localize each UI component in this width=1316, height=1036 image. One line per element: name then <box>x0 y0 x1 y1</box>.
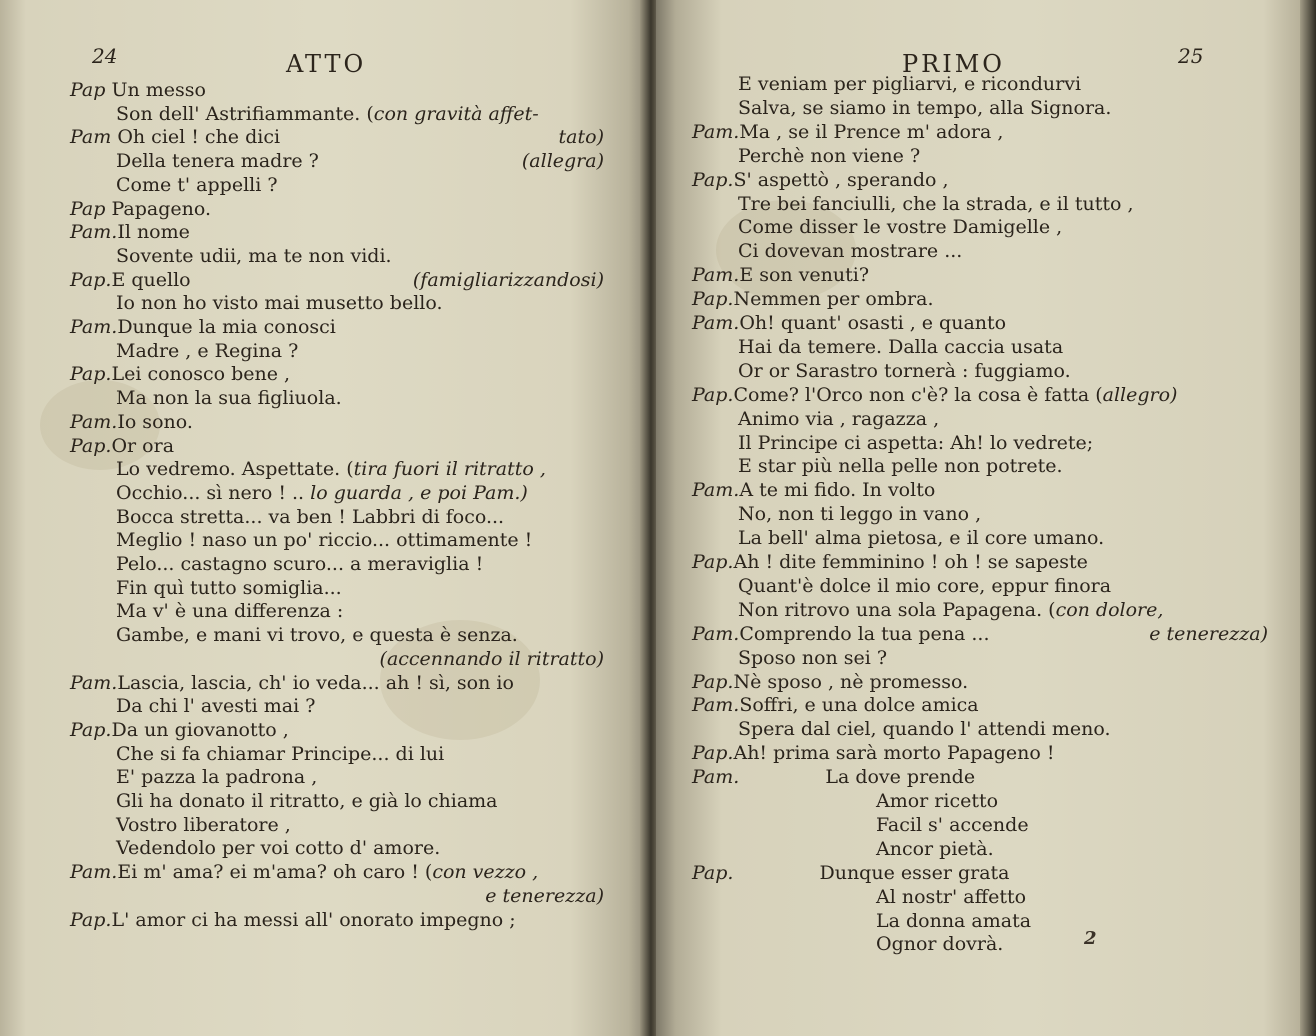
speaker-label: Pap. <box>692 551 734 573</box>
line-text: Ancor pietà. <box>876 837 994 860</box>
line-text: Comprendo la tua pena ... <box>739 622 990 645</box>
line-text: Animo via , ragazza , <box>738 407 940 430</box>
line-text: Lei conosco bene , <box>111 363 291 386</box>
text-line <box>692 478 935 502</box>
text-line <box>738 96 1111 120</box>
line-text: Gli ha donato il ritratto, e già lo chiama <box>116 790 498 812</box>
text-line <box>876 789 998 813</box>
text-line <box>116 528 532 552</box>
text-line <box>116 291 443 315</box>
text-line <box>738 717 1111 741</box>
text-line <box>738 144 920 168</box>
text-line <box>876 813 1029 837</box>
text-line <box>692 168 949 192</box>
line-text: Da chi l' avesti mai ? <box>116 695 316 718</box>
speaker-label: Pap. <box>692 383 734 406</box>
text-line <box>692 622 990 646</box>
text-line <box>116 505 504 529</box>
line-text: Facil s' accende <box>876 813 1029 836</box>
line-text: Sposo non sei ? <box>738 646 888 669</box>
speaker-label: Pap. <box>70 908 112 931</box>
line-text: Sovente udii, ma te non vidi. <box>116 244 392 267</box>
text-line <box>116 481 528 505</box>
text-line <box>692 693 979 717</box>
line-text: Dunque la mia conosci <box>117 316 336 338</box>
text-line <box>738 239 962 263</box>
line-text: Il Principe ci aspetta: Ah! lo vedrete; <box>738 431 1094 454</box>
text-line <box>116 552 483 576</box>
line-text: No, non ti leggo in vano , <box>738 503 982 526</box>
line-text: Spera dal ciel, quando l' attendi meno. <box>738 718 1111 741</box>
text-line <box>116 386 342 410</box>
line-text: E' pazza la padrona , <box>116 766 318 789</box>
line-text: Salva, se siamo in tempo, alla Signora. <box>738 96 1112 119</box>
text-line <box>116 149 319 173</box>
speaker-label: Pap <box>70 79 106 101</box>
line-text: Ah ! dite femminino ! oh ! se sapeste <box>733 551 1088 573</box>
text-line <box>738 407 939 431</box>
line-text: Oh! quant' osasti , e quanto <box>739 312 1007 334</box>
stage-direction: lo guarda , e poi Pam.) <box>310 481 528 504</box>
speaker-label: Pam. <box>70 671 118 694</box>
text-line <box>70 671 514 695</box>
line-text: L' amor ci ha messi all' onorato impegno ; <box>111 908 516 931</box>
line-text: Or ora <box>111 434 175 457</box>
text-line <box>738 574 1111 598</box>
line-text: Al nostr' affetto <box>876 885 1027 908</box>
text-line <box>738 646 887 670</box>
line-text: Oh ciel ! che dici <box>111 126 281 149</box>
line-text: Come? l'Orco non c'è? la cosa è fatta ( <box>733 383 1103 406</box>
speaker-label: Pap. <box>692 168 734 191</box>
text-line <box>876 932 1003 956</box>
speaker-label: Pap. <box>692 742 734 765</box>
line-text: Nè sposo , nè promesso. <box>733 670 969 693</box>
line-text: Hai da temere. Dalla caccia usata <box>738 335 1064 358</box>
line-text: Lo vedremo. Aspettate. ( <box>116 458 354 481</box>
text-line <box>738 526 1104 550</box>
stage-direction: con gravità affet- <box>373 102 539 125</box>
line-text: Nemmen per ombra. <box>733 288 934 311</box>
speaker-label: Pap. <box>70 363 112 386</box>
text-line <box>70 908 516 932</box>
text-line <box>738 598 1163 622</box>
line-text: Da un giovanotto , <box>111 718 289 741</box>
text-line <box>70 362 290 386</box>
text-line <box>692 120 1003 144</box>
speaker-label: Pam. <box>692 120 740 143</box>
text-line <box>116 576 342 600</box>
line-text: Io sono. <box>117 410 193 433</box>
line-text: Fin quì tutto somiglia... <box>116 576 342 599</box>
line-text: Occhio... sì nero ! .. <box>116 481 311 504</box>
line-text: Un messo <box>105 79 206 101</box>
line-text: Pelo... castagno scuro... a meraviglia ! <box>116 553 484 575</box>
stage-direction: (accennando il ritratto) <box>379 647 604 670</box>
text-line <box>116 765 317 789</box>
stage-direction: (famigliarizzandosi) <box>412 268 604 291</box>
speaker-label: Pam. <box>692 622 740 645</box>
text-line <box>70 125 280 149</box>
text-line <box>70 268 191 292</box>
page-number: 25 <box>1178 44 1204 68</box>
line-text: Non ritrovo una sola Papagena. ( <box>738 598 1056 621</box>
text-line <box>70 718 289 742</box>
text-line <box>70 315 336 339</box>
running-head: PRIMO <box>902 50 1005 78</box>
line-text: Il nome <box>117 221 190 244</box>
speaker-label: Pam. <box>692 479 740 502</box>
speaker-label: Pam <box>70 126 112 149</box>
text-line <box>116 339 298 363</box>
speaker-label: Pam. <box>70 316 118 338</box>
line-text: Ei m' ama? ei m'ama? oh caro ! ( <box>117 861 433 884</box>
speaker-label: Pam. <box>70 861 118 884</box>
line-text: Papageno. <box>105 197 211 220</box>
line-text: Io non ho visto mai musetto bello. <box>116 292 443 315</box>
line-text: Come disser le vostre Damigelle , <box>738 216 1063 239</box>
text-line <box>738 335 1063 359</box>
text-line <box>70 78 206 102</box>
stage-direction: allegro) <box>1102 383 1178 406</box>
line-text: E veniam per pigliarvi, e ricondurvi <box>738 73 1082 95</box>
text-line <box>692 311 1006 335</box>
text-line <box>70 860 538 884</box>
speaker-label: Pam. <box>692 694 740 717</box>
text-line <box>738 215 1062 239</box>
text-line <box>692 861 1010 885</box>
right-page <box>656 0 1316 1036</box>
text-line <box>116 599 343 623</box>
line-text: Meglio ! naso un po' riccio... ottimamente ! <box>116 529 533 552</box>
speaker-label: Pap. <box>70 268 112 291</box>
line-text: La donna amata <box>876 909 1032 932</box>
text-line <box>70 410 193 434</box>
line-text: S' aspettò , sperando , <box>733 168 949 191</box>
line-text: E son venuti? <box>739 264 870 287</box>
line-text: Ma v' è una differenza : <box>116 600 344 623</box>
line-text: Ah! prima sarà morto Papageno ! <box>733 742 1055 765</box>
line-text: Che si fa chiamar Principe... di lui <box>116 742 445 765</box>
text-line <box>116 836 440 860</box>
line-text: Quant'è dolce il mio core, eppur finora <box>738 574 1112 597</box>
text-line <box>116 742 444 766</box>
text-line <box>738 72 1081 96</box>
line-text: Dunque esser grata <box>819 861 1010 884</box>
stage-direction: con dolore, <box>1055 598 1164 621</box>
speaker-label: Pam. <box>692 312 740 334</box>
signature-mark: 2 <box>1084 928 1097 949</box>
page-number: 24 <box>92 44 118 68</box>
stage-direction: e tenerezza) <box>485 884 604 907</box>
speaker-label: Pap. <box>692 670 734 693</box>
line-text: Come t' appelli ? <box>116 173 278 196</box>
text-line <box>738 502 981 526</box>
line-text: Lascia, lascia, ch' io veda... ah ! sì, son io <box>117 671 514 694</box>
text-line <box>692 263 869 287</box>
text-line <box>70 220 190 244</box>
text-line <box>738 359 1071 383</box>
line-text: La dove prende <box>825 766 976 789</box>
text-line <box>692 383 1177 407</box>
page-edge <box>1300 0 1316 1036</box>
text-line <box>738 431 1093 455</box>
stage-direction: con vezzo , <box>432 861 539 884</box>
line-text: Tre bei fanciulli, che la strada, e il tutto , <box>738 192 1134 215</box>
text-line <box>876 837 994 861</box>
speaker-label: Pap. <box>692 861 734 884</box>
text-line <box>116 457 546 481</box>
text-line <box>738 192 1134 216</box>
left-page <box>0 0 648 1036</box>
speaker-label: Pam. <box>692 264 740 287</box>
text-line <box>692 741 1055 765</box>
line-text: La bell' alma pietosa, e il core umano. <box>738 527 1105 550</box>
stage-direction: tira fuori il ritratto , <box>353 458 546 481</box>
speaker-label: Pam. <box>70 221 118 244</box>
speaker-label: Pap. <box>692 288 734 311</box>
text-line <box>116 244 392 268</box>
text-line <box>116 813 291 837</box>
line-text: Ognor dovrà. <box>876 933 1004 956</box>
text-line <box>876 885 1026 909</box>
line-text: Ci dovevan mostrare ... <box>738 240 963 263</box>
text-line <box>876 909 1031 933</box>
stage-direction: e tenerezza) <box>1149 622 1268 645</box>
text-line <box>738 454 1063 478</box>
line-text: Or or Sarastro tornerà : fuggiamo. <box>738 359 1071 382</box>
line-text: Ma non la sua figliuola. <box>116 387 342 410</box>
line-text: Perchè non viene ? <box>738 144 921 167</box>
speaker-label: Pam. <box>70 410 118 433</box>
line-text: Vedendolo per voi cotto d' amore. <box>116 837 441 860</box>
line-text: Ma , se il Prence m' adora , <box>739 120 1004 143</box>
speaker-label: Pap. <box>70 718 112 741</box>
speaker-label: Pap. <box>70 434 112 457</box>
line-text: Gambe, e mani vi trovo, e questa è senza. <box>116 624 518 647</box>
text-line <box>70 197 211 221</box>
text-line <box>116 173 278 197</box>
running-head: ATTO <box>286 50 367 78</box>
stage-direction: tato) <box>558 126 604 149</box>
line-text: Vostro liberatore , <box>116 813 291 836</box>
text-line <box>692 670 968 694</box>
line-text: A te mi fido. In volto <box>739 479 936 502</box>
text-line <box>692 765 975 789</box>
speaker-label: Pam. <box>692 766 740 789</box>
line-text: E star più nella pelle non potrete. <box>738 455 1063 478</box>
text-line <box>116 623 518 647</box>
text-line <box>692 287 934 311</box>
line-text: E quello <box>111 268 191 291</box>
line-text: Amor ricetto <box>876 790 999 812</box>
text-line <box>116 102 539 126</box>
text-line <box>116 789 498 813</box>
text-line <box>116 694 315 718</box>
speaker-label: Pap <box>70 197 106 220</box>
line-text: Son dell' Astrifiammante. ( <box>116 102 374 125</box>
line-text: Madre , e Regina ? <box>116 339 299 362</box>
line-text: Bocca stretta... va ben ! Labbri di foco... <box>116 505 505 528</box>
text-line <box>692 550 1088 574</box>
text-line <box>70 434 174 458</box>
line-text: Della tenera madre ? <box>116 150 319 173</box>
stage-direction: (allegra) <box>521 150 604 173</box>
line-text: Soffri, e una dolce amica <box>739 694 979 717</box>
